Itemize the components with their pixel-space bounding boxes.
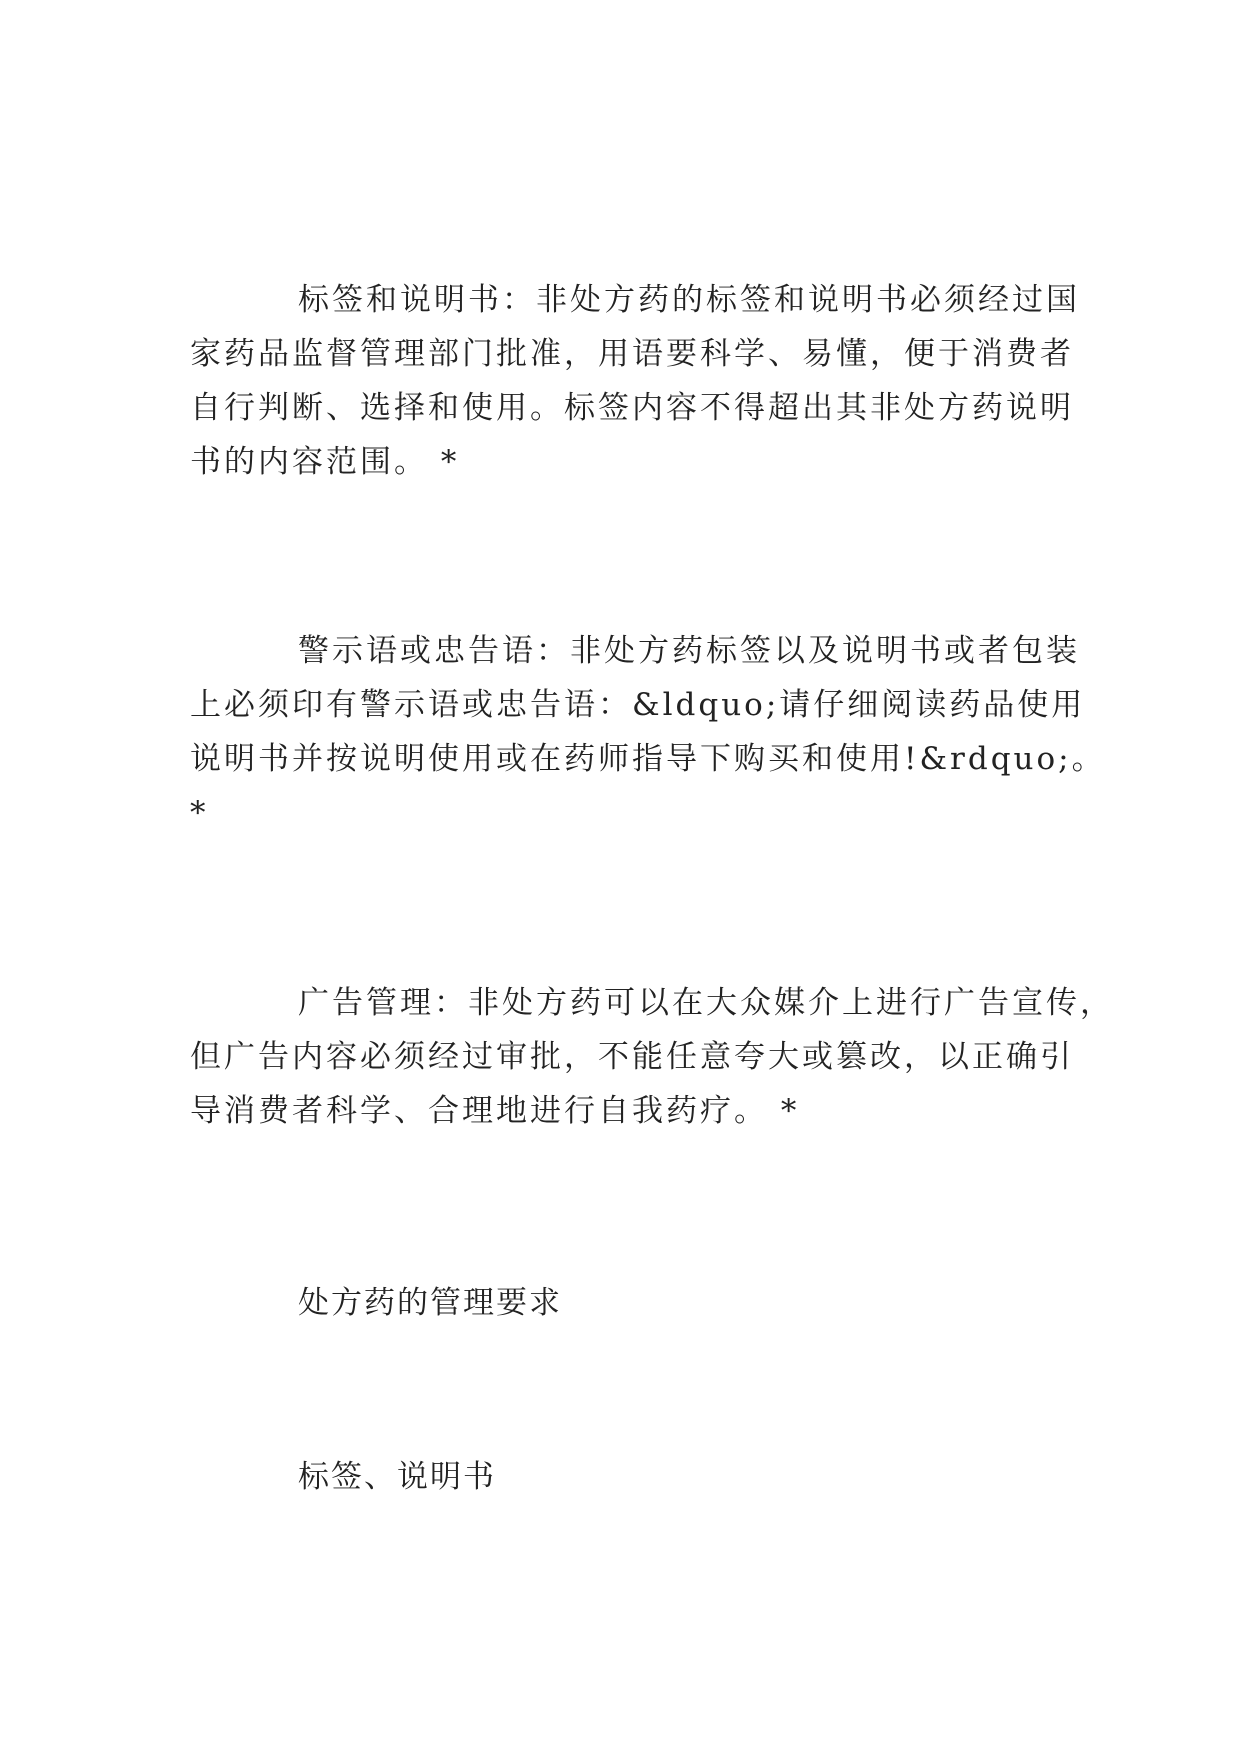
paragraph-advertising-management: [190, 976, 1114, 1138]
section-heading-labels-instructions: [190, 1450, 1070, 1504]
paragraph-warning-statement: [190, 624, 1106, 840]
paragraph-line: 广告管理：非处方药可以在大众媒介上进行广告宣传，: [298, 985, 1114, 1021]
paragraph-line: 但广告内容必须经过审批，不能任意夸大或篡改，以正确引: [190, 1039, 1074, 1075]
paragraph-line: 上必须印有警示语或忠告语：&ldquo;请仔细阅读药品使用: [190, 687, 1086, 723]
section-heading: 标签、说明书: [298, 1459, 496, 1495]
paragraph-line: 书的内容范围。 *: [190, 444, 460, 480]
paragraph-line: 警示语或忠告语：非处方药标签以及说明书或者包装: [298, 633, 1080, 669]
paragraph-line: 标签和说明书：非处方药的标签和说明书必须经过国: [298, 282, 1080, 318]
section-heading-prescription-drug-requirements: [190, 1276, 1070, 1330]
section-heading: 处方药的管理要求: [298, 1285, 562, 1321]
paragraph-line: 自行判断、选择和使用。标签内容不得超出其非处方药说明: [190, 390, 1074, 426]
paragraph-line: *: [190, 795, 209, 831]
paragraph-line: 说明书并按说明使用或在药师指导下购买和使用!&rdquo;。: [190, 741, 1106, 777]
paragraph-line: 导消费者科学、合理地进行自我药疗。 *: [190, 1093, 800, 1129]
paragraph-labels-and-instructions: [190, 273, 1080, 489]
paragraph-line: 家药品监督管理部门批准，用语要科学、易懂，便于消费者: [190, 336, 1074, 372]
